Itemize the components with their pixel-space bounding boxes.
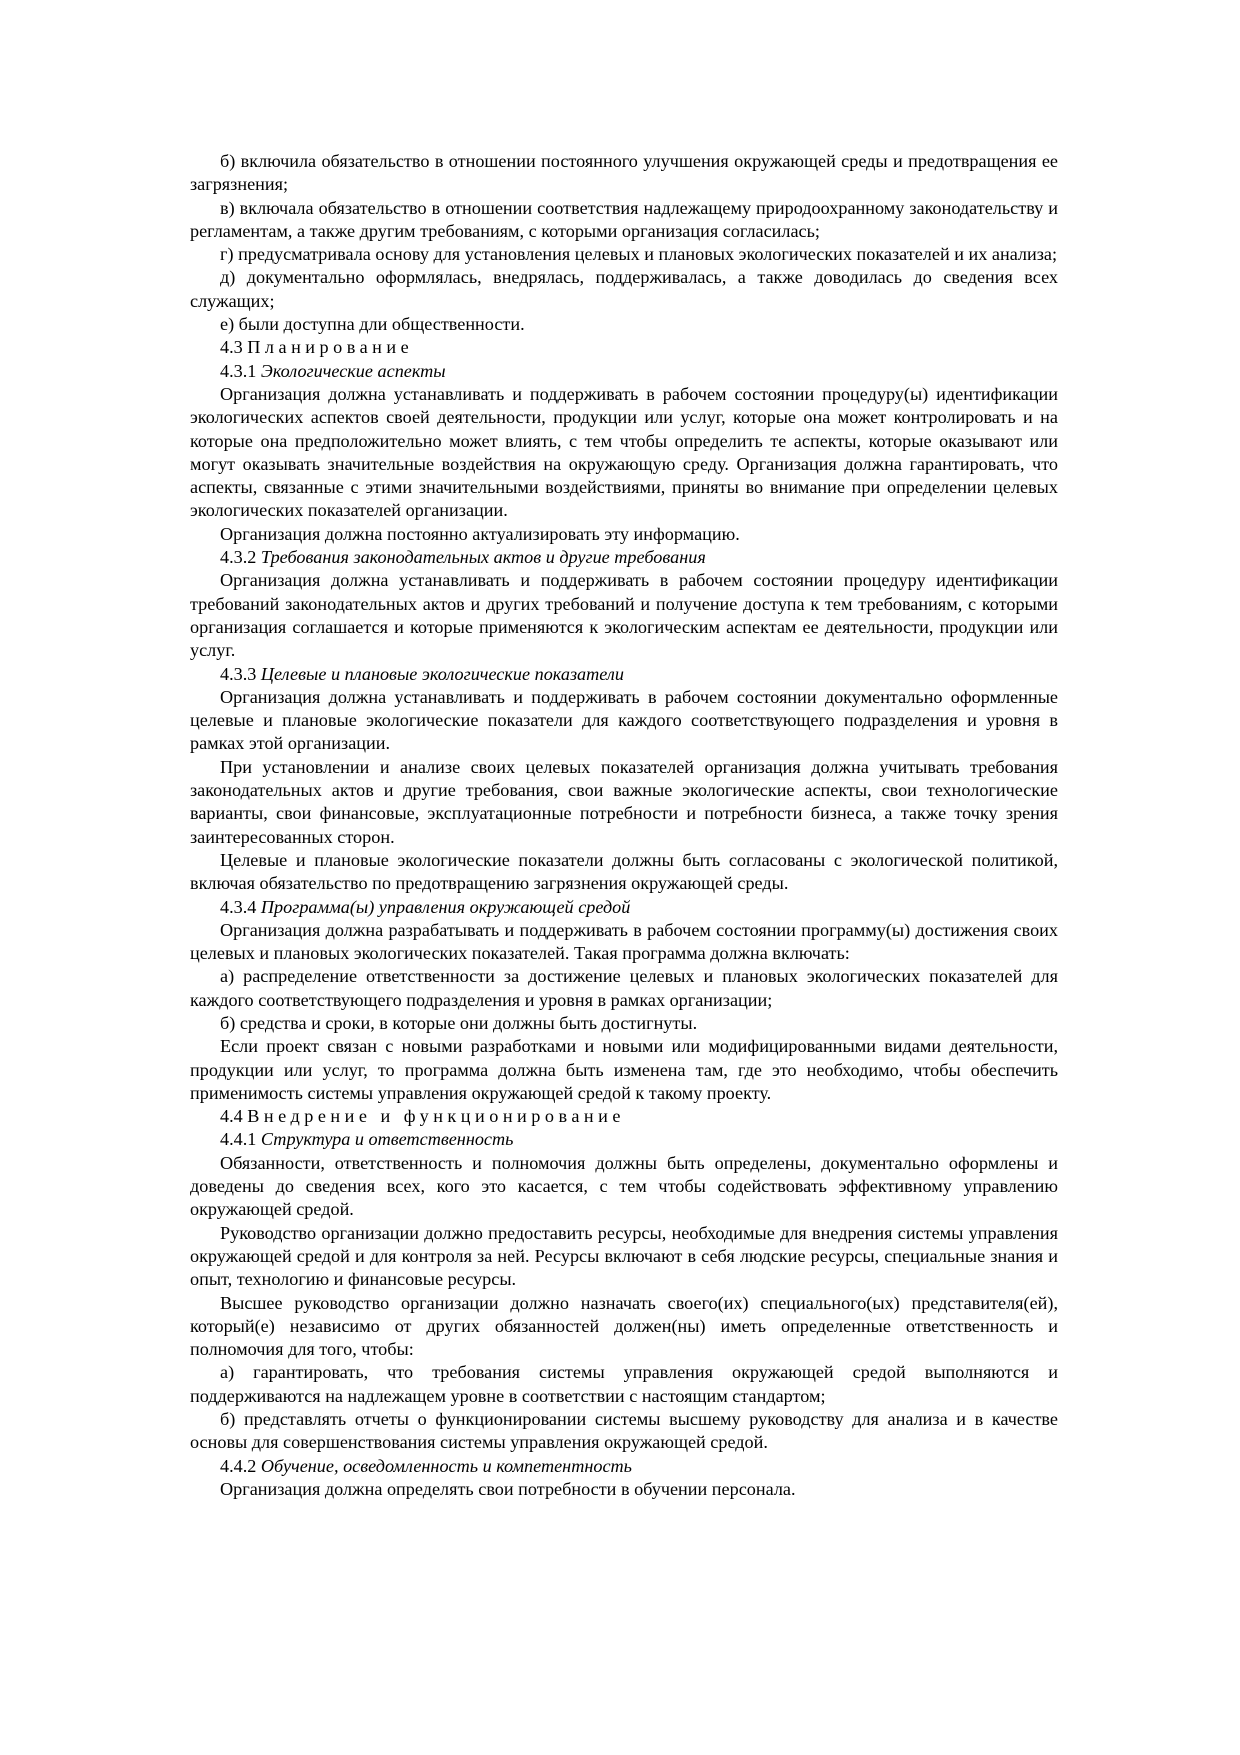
body-paragraph: При установлении и анализе своих целевых показателей организация должна учитывать требования законодательных актов и другие требования, свои важные экологические аспекты, свои технологические варианты, свои финансовые, эксплуатационные потребности и потребности бизнеса, а также точку зрения заинтересованных сторон.: [190, 756, 1058, 847]
subsection-title: Целевые и плановые экологические показатели: [260, 663, 624, 684]
subsection-number: 4.4.1: [220, 1129, 257, 1150]
subsection-title: Структура и ответственность: [260, 1129, 514, 1150]
list-item-g: г) предусматривала основу для установления целевых и плановых экологических показателей и их анализа;: [220, 244, 1058, 265]
subsection-number: 4.4.2: [220, 1455, 257, 1476]
subsection-heading-4-3-2: [190, 546, 1058, 569]
body-paragraph: Руководство организации должно предоставить ресурсы, необходимые для внедрения системы управления окружающей средой и для контроля за ней. Ресурсы включают в себя людские ресурсы, специальные знания и опыт, технологию и финансовые ресурсы.: [190, 1222, 1058, 1290]
list-item-b: б) средства и сроки, в которые они должны быть достигнуты.: [220, 1012, 698, 1033]
list-item-v: в) включала обязательство в отношении соответствия надлежащему природоохранному законодательству и регламентам, а также другим требованиям, с которыми организация согласилась;: [190, 197, 1058, 241]
body-paragraph: Целевые и плановые экологические показатели должны быть согласованы с экологической политикой, включая обязательство по предотвращению загрязнения окружающей среды.: [190, 849, 1058, 894]
body-paragraph: Организация должна устанавливать и поддерживать в рабочем состоянии процедуру(ы) идентификации экологических аспектов своей деятельности, продукции или услуг, которые она может контролировать и на которые она предположительно может влиять, с тем чтобы определить те аспекты, которые оказывают или могут оказывать значительные воздействия на окружающую среду. Организация должна гарантировать, что аспекты, связанные с этими значительными воздействиями, приняты во внимание при определении целевых экологических показателей организации.: [190, 383, 1058, 521]
body-paragraph: Организация должна разрабатывать и поддерживать в рабочем состоянии программу(ы) достижения своих целевых и плановых экологических показателей. Такая программа должна включать:: [190, 919, 1058, 964]
subsection-heading-4-3-4: [190, 896, 1058, 919]
subsection-number: 4.3.3: [220, 663, 257, 684]
section-heading-4-4: [190, 1105, 1058, 1128]
section-number: 4.4: [220, 1106, 243, 1127]
subsection-heading-4-4-1: [190, 1128, 1058, 1151]
list-item-b: б) представлять отчеты о функционировании системы высшему руководству для анализа и в качестве основы для совершенствования системы управления окружающей средой.: [190, 1409, 1058, 1453]
section-title: Планирование: [247, 337, 414, 358]
subsection-heading-4-3-3: [190, 663, 1058, 686]
body-paragraph: Высшее руководство организации должно назначать своего(их) специального(ых) представителя(ей), который(е) независимо от других обязанностей должен(ны) иметь определенные ответственность и полномочия для того, чтобы:: [190, 1292, 1058, 1360]
list-item-d: д) документально оформлялась, внедрялась, поддерживалась, а также доводилась до сведения всех служащих;: [190, 267, 1058, 311]
list-item-a: а) гарантировать, что требования системы управления окружающей средой выполняются и поддерживаются на надлежащем уровне в соответствии с настоящим стандартом;: [190, 1362, 1058, 1406]
subsection-number: 4.3.1: [220, 360, 257, 381]
subsection-title: Экологические аспекты: [260, 360, 446, 381]
document-body: [190, 150, 1058, 1501]
subsection-title: Программа(ы) управления окружающей средой: [260, 896, 631, 917]
subsection-heading-4-4-2: [190, 1455, 1058, 1478]
list-item-a: а) распределение ответственности за достижение целевых и плановых экологических показателей для каждого соответствующего подразделения и уровня в рамках организации;: [190, 966, 1058, 1010]
section-number: 4.3: [220, 337, 243, 358]
body-paragraph: Обязанности, ответственность и полномочия должны быть определены, документально оформлены и доведены до сведения всех, кого это касается, с тем чтобы содействовать эффективному управлению окружающей средой.: [190, 1152, 1058, 1220]
body-paragraph: Если проект связан с новыми разработками и новыми или модифицированными видами деятельности, продукции или услуг, то программа должна быть изменена там, где это необходимо, чтобы обеспечить применимость системы управления окружающей средой к такому проекту.: [190, 1036, 1058, 1103]
body-paragraph: Организация должна устанавливать и поддерживать в рабочем состоянии процедуру идентификации требований законодательных актов и других требований и получение доступа к тем требованиям, с которыми организация соглашается и которые применяются к экологическим аспектам ее деятельности, продукции или услуг.: [190, 570, 1058, 661]
subsection-number: 4.3.2: [220, 547, 257, 568]
subsection-title: Требования законодательных актов и другие требования: [260, 547, 706, 568]
body-paragraph: Организация должна определять свои потребности в обучении персонала.: [220, 1478, 796, 1499]
body-paragraph: Организация должна устанавливать и поддерживать в рабочем состоянии документально оформленные целевые и плановые экологические показатели для каждого соответствующего подразделения и уровня в рамках этой организации.: [190, 686, 1058, 754]
subsection-number: 4.3.4: [220, 896, 257, 917]
section-title: Внедрение и функционирование: [247, 1106, 625, 1127]
subsection-title: Обучение, осведомленность и компетентность: [260, 1455, 632, 1476]
list-item-e: е) были доступна дли общественности.: [220, 314, 525, 335]
section-heading-4-3: [190, 336, 1058, 359]
body-paragraph: Организация должна постоянно актуализировать эту информацию.: [220, 523, 740, 544]
list-item-b: б) включила обязательство в отношении постоянного улучшения окружающей среды и предотвращения ее загрязнения;: [190, 151, 1058, 195]
subsection-heading-4-3-1: [190, 360, 1058, 383]
